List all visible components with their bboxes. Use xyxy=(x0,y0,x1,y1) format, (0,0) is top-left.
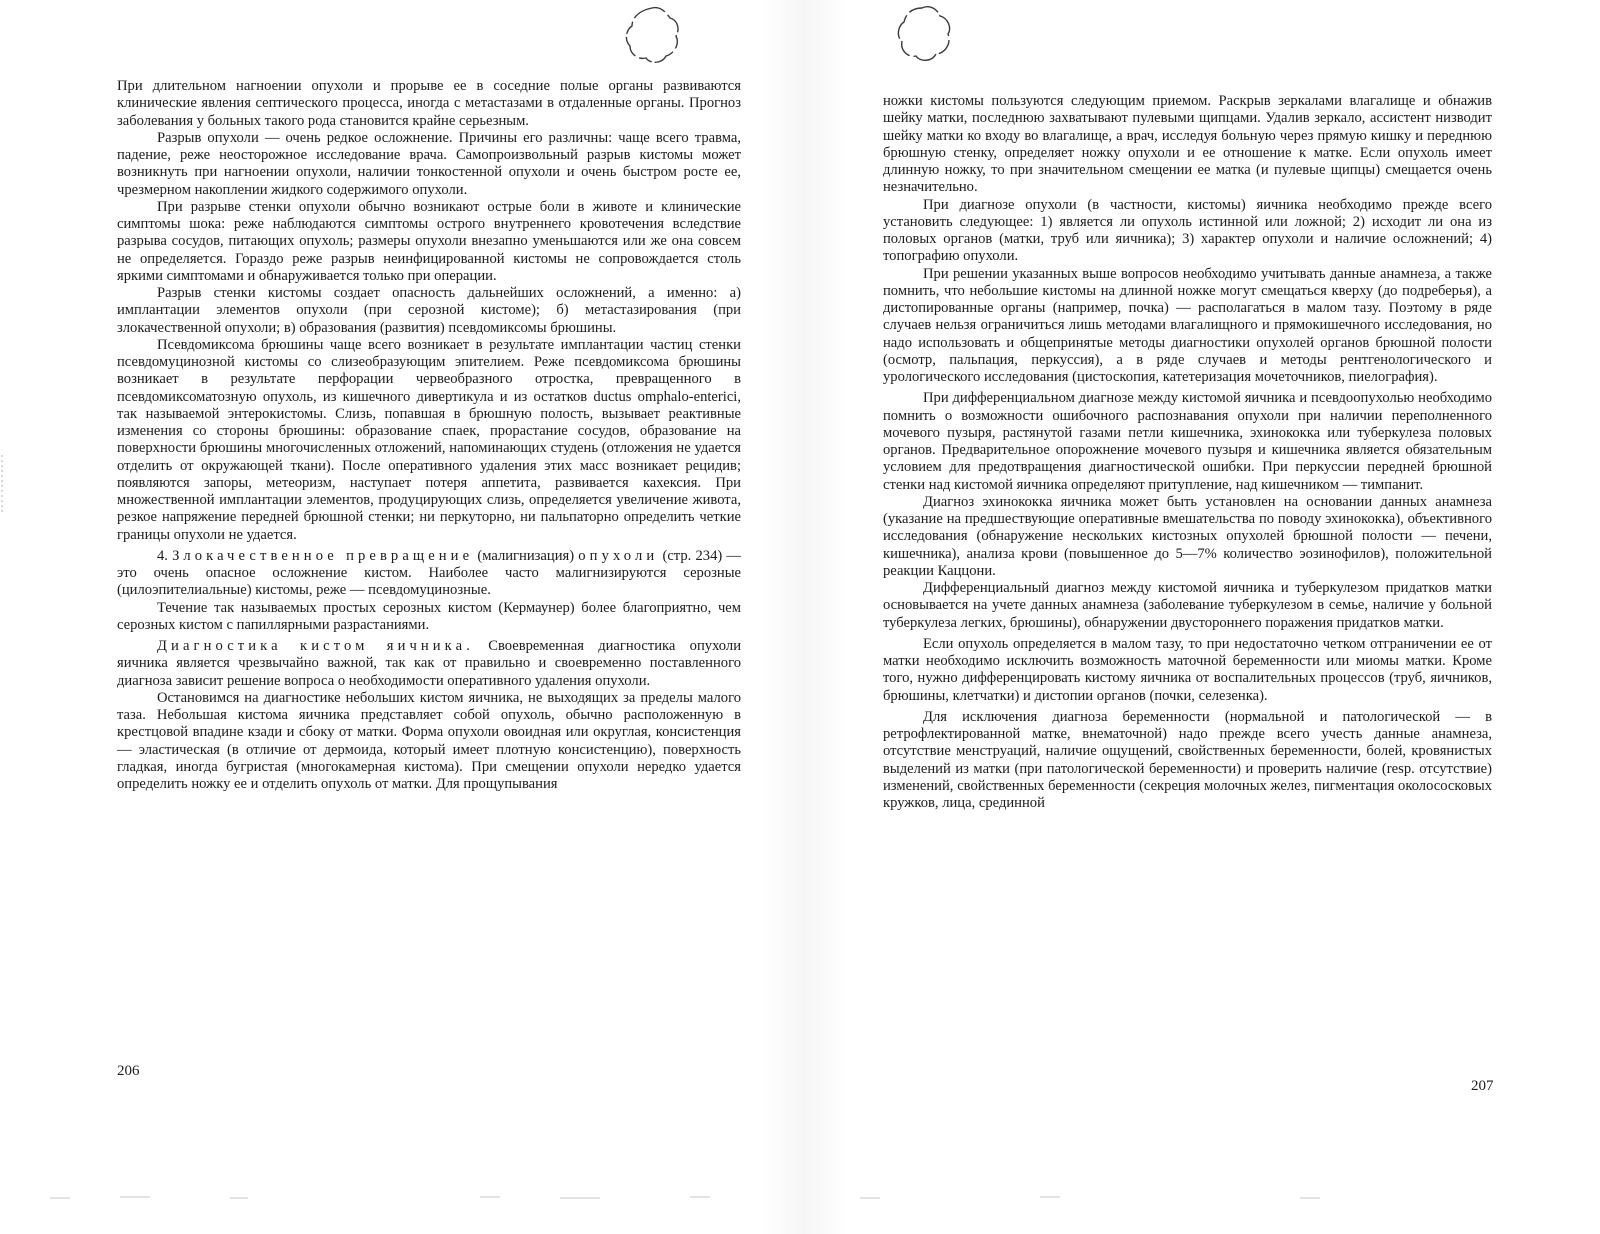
diagnostics-paragraph xyxy=(117,638,741,690)
spaced-heading: Диагностика кистом яичника. xyxy=(157,638,474,654)
paragraph: При длительном нагноении опухоли и прорыве ее в соседние полые органы развиваются клинические явления септического процесса, иногда с метастазами в отдаленные органы. Прогноз заболевания у больных такого рода становится крайне серьезным. xyxy=(117,78,741,129)
page-number: 207 xyxy=(1471,1078,1494,1094)
paragraph: Псевдомиксома брюшины чаще всего возникает в результате имплантации частиц стенки псевдомуцинозной кистомы со слизеобразующим эпителием. Реже псевдомиксома брюшины возникает в результате перфорации червеобразного отростка, превращенного в псевдомиксоматозную опухоль, из кишечного дивертикула и из остатков ductus omphalo-enterici, так называемой энтерокистомы. Слизь, попавшая в брюшную полость, вызывает реактивные изменения со стороны брюшины: образование спаек, прорастание сосудов, образование на поверхности брюшины многочисленных отложений, напоминающих студень (отложения не удается отделить от окружающей ткани). После оперативного удаления этих масс возникает рецидив; появляются запоры, метеоризм, наступает потеря аппетита, развивается кахексия. При множественной имплантации элементов, продуцирующих слизь, определяется увеличение живота, резкое напряжение передней брюшной стенки; ни перкуторно, ни пальпаторно определить четкие границы опухоли не удается. xyxy=(117,336,741,543)
paragraph: Разрыв стенки кистомы создает опасность дальнейших осложнений, а именно: а) имплантации элементов опухоли (при серозной кистоме); б) метастазирования (при злокачественной опухоли; в) образования (развития) псевдомиксомы брюшины. xyxy=(117,285,741,336)
paragraph: Если опухоль определяется в малом тазу, то при недостаточно четком отграничении ее от матки необходимо исключить возможность маточной беременности или миомы матки. Кроме того, нужно дифференцировать кистому яичника от воспалительных процессов (труб, яичников, брюшины, клетчатки) и дистопии органов (почки, селезенка). xyxy=(883,635,1492,704)
right-page-text xyxy=(883,93,1492,812)
paragraph: При разрыве стенки опухоли обычно возникают острые боли в животе и клинические симптомы шока: реже наблюдаются симптомы острого внутреннего кровотечения вследствие разрыва сосудов, питающих опухоль; размеры опухоли внезапно уменьшаются или же она совсем не определяется. Гораздо реже разрыв неинфицированной кистомы не сопровождается столь яркими симптомами и обнаруживается только при операции. xyxy=(117,198,741,284)
right-page xyxy=(800,0,1600,1234)
paragraph: Разрыв опухоли — очень редкое осложнение. Причины его различны: чаще всего травма, падение, реже неосторожное исследование врача. Самопроизвольный разрыв кистомы может возникнуть при нагноении опухоли, наличии тонкостенной опухоли и очень быстром росте ее, чрезмерном накоплении жидкого содержимого опухоли. xyxy=(117,129,741,198)
paragraph: Остановимся на диагностике небольших кистом яичника, не выходящих за пределы малого таза. Небольшая кистома яичника представляет собой опухоль, обычно расположенную в крестцовой впадине кзади и сбоку от матки. Форма опухоли овоидная или округлая, консистенция — эластическая (в отличие от дермоида, который имеет плотную консистенцию), поверхность гладкая, иногда бугристая (многокамерная кистома). При смещении опухоли нередко удается определить ножку ее и отделить опухоль от матки. Для прощупывания xyxy=(117,689,741,792)
spaced-heading: опухоли xyxy=(578,547,659,564)
left-page-text xyxy=(117,78,741,793)
section-number: 4. xyxy=(157,547,168,564)
inline-text: (стр. 234) — это очень опасное осложнение кистом. Наиболее часто малигнизируются серозные (цилоэпителиальные) кистомы, реже — псевдомуцинозные. xyxy=(117,547,742,599)
inline-text: (малигнизация) xyxy=(477,547,575,564)
scan-edge-marks xyxy=(0,455,6,515)
paragraph: При решении указанных выше вопросов необходимо учитывать данные анамнеза, а также помнить, что небольшие кистомы на длинной ножке могут смещаться кверху (до подреберья), а дистопированные органы (например, почка) — располагаться в малом тазу. Поэтому в ряде случаев нельзя ограничиться лишь методами влагалищного и прямокишечного исследования, но надо использовать и общепринятые методы диагностики опухолей органов брюшной полости (осмотр, пальпация, перкуссия), а в ряде случаев и методы рентгенологического и урологического исследования (цистоскопия, катетеризация мочеточников, пиелография). xyxy=(883,265,1492,385)
binding-hole-icon xyxy=(620,2,684,66)
paragraph: Дифференциальный диагноз между кистомой яичника и туберкулезом придатков матки основывается на учете данных анамнеза (заболевание туберкулезом в семье, наличие у больной туберкулеза легких, брюшины), обнаружении двустороннего поражения придатков матки. xyxy=(883,580,1492,631)
spaced-heading: Злокачественное превращение xyxy=(172,547,474,564)
malignization-paragraph xyxy=(117,548,741,600)
paragraph: При диагнозе опухоли (в частности, кистомы) яичника необходимо прежде всего установить следующее: 1) является ли опухоль истинной или ложной; 2) исходит ли она из половых органов (матки, труб или яичника); 3) характер опухоли и наличие осложнений; 4) топографию опухоли. xyxy=(883,196,1492,265)
scan-edge-marks xyxy=(0,1188,1600,1208)
paragraph: ножки кистомы пользуются следующим приемом. Раскрыв зеркалами влагалище и обнажив шейку матки, последнюю захватывают пулевыми щипцами. Удалив зеркало, ассистент низводит шейку матки ко входу во влагалище, а врач, исследуя больную через прямую кишку и переднюю брюшную стенку, определяет ножку опухоли и ее отношение к матке. Если опухоль имеет длинную ножку, то при значительном смещении ее матка (и пулевые щипцы) смещается очень незначительно. xyxy=(883,93,1492,196)
inline-text: Своевременная диагностика опухоли яичника является чрезвычайно важной, так как от правильно и своевременно поставленного диагноза зависит решение вопроса о необходимости оперативного удаления опухоли. xyxy=(117,638,742,689)
paragraph: Течение так называемых простых серозных кистом (Кермаунер) более благоприятно, чем серозных кистом с папиллярными разрастаниями. xyxy=(117,599,741,633)
paragraph: Диагноз эхинококка яичника может быть установлен на основании данных анамнеза (указание на предшествующие оперативные вмешательства по поводу эхинококка), объективного исследования (обнаружение нескольких кистозных опухолей брюшной полости — печени, кишечника), анализа крови (повышенное до 5—7% количество эозинофилов), положительной реакции Каццони. xyxy=(883,493,1492,579)
paragraph: При дифференциальном диагнозе между кистомой яичника и псевдоопухолью необходимо помнить о возможности ошибочного распознавания опухоли при наличии переполненного мочевого пузыря, растянутой газами петли кишечника, эхинококка или туберкулеза половых органов. Предварительное опорожнение мочевого пузыря и кишечника является обязательным условием для предотвращения диагностической ошибки. При перкуссии передней брюшной стенки над кистомой яичника определяют притупление, над кишечником — тимпанит. xyxy=(883,390,1492,493)
paragraph: Для исключения диагноза беременности (нормальной и патологической — в ретрофлектированной матке, внематочной) надо прежде всего учесть данные анамнеза, отсутствие менструаций, наличие ощущений, свойственных беременности, болей, кровянистых выделений из матки (при патологической беременности) и проверить наличие (resp. отсутствие) изменений, свойственных беременности (секреция молочных желез, пигментация околососковых кружков, лица, срединной xyxy=(883,708,1492,811)
page-number: 206 xyxy=(117,1063,140,1079)
binding-hole-icon xyxy=(892,2,956,66)
